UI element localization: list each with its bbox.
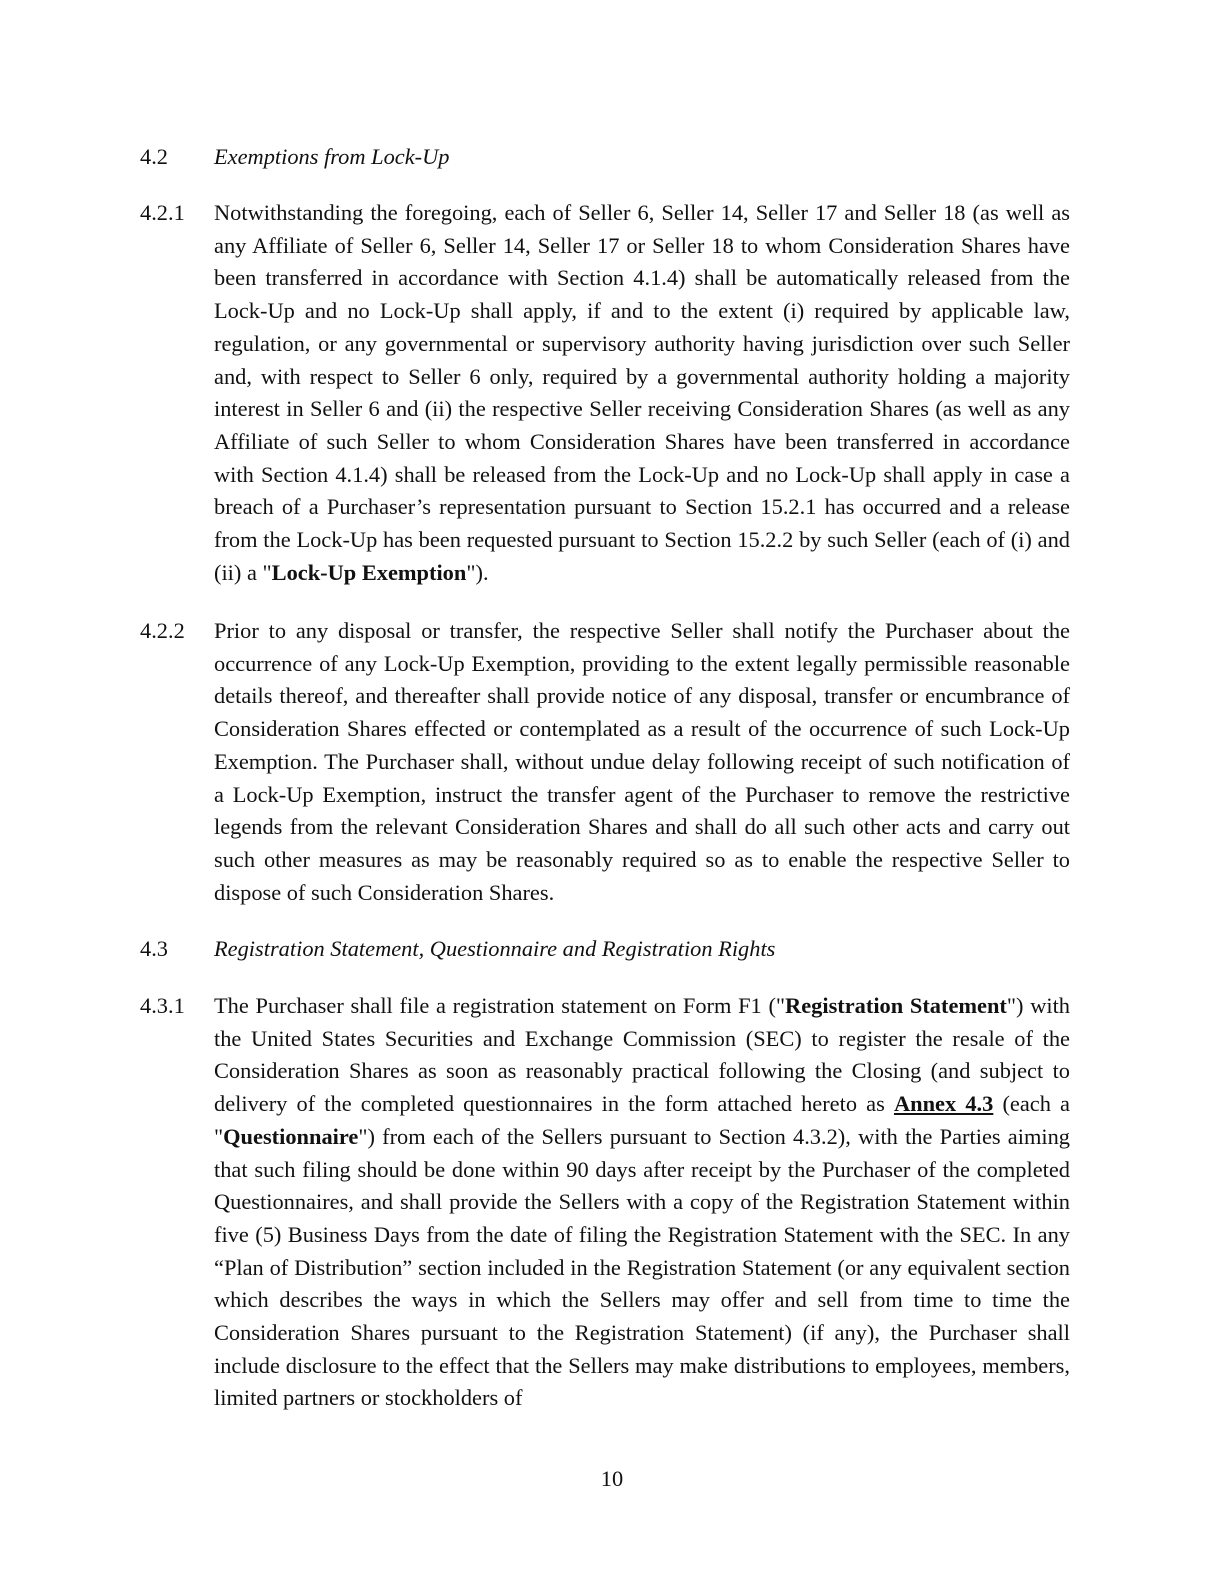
page-number: 10 [600, 1466, 624, 1491]
section-4-2-2 [140, 615, 1070, 909]
defined-term: Lock-Up Exemption [271, 559, 467, 585]
annex-reference: Annex 4.3 [893, 1091, 994, 1117]
section-text [214, 197, 1070, 589]
section-4-2-1 [140, 197, 1070, 589]
section-title: Exemptions from Lock-Up [214, 144, 450, 169]
defined-term: Questionnaire [223, 1123, 359, 1149]
section-number: 4.2 [140, 144, 168, 169]
text-run: Notwithstanding the foregoing, each of Seller 6, Seller 14, Seller 17 and Seller 18 (as well as any Affiliate of Seller 6, Seller 14, Seller 17 or Seller 18 to whom Consideration Shares have been transferred in accordance with Section 4.1.4) shall be automatically released from the Lock-Up and no Lock-Up shall apply, if and to the extent (i) required by applicable law, regulation, or any governmental or supervisory authority having jurisdiction over such Seller and, with respect to Seller 6 only, required by a governmental authority holding a majority interest in Seller 6 and (ii) the respective Seller receiving Consideration Shares (as well as any Affiliate of such Seller to whom Consideration Shares have been transferred in accordance with Section 4.1.4) shall be released from the Lock-Up and no Lock-Up shall apply in case a breach of a Purchaser’s representation pursuant to Section 15.2.1 has occurred and a release from the Lock-Up has been requested pursuant to Section 15.2.2 by such Seller (each of (i) and (ii) a " [214, 200, 1070, 585]
text-run: The Purchaser shall file a registration statement on Form F1 (" [214, 993, 786, 1018]
text-run: ") with the United States Securities and Exchange Commission (SEC) to register the resale of the Consideration Shares as soon as reasonably practical following the Closing (and subject to delivery of the completed questionnaires in the form attached hereto as [214, 993, 1071, 1117]
text-run: (each a " [214, 1091, 1070, 1149]
text-run: ") from each of the Sellers pursuant to Section 4.3.2), with the Parties aiming that such filing should be done within 90 days after receipt by the Purchaser of the completed Questionnaires, and shall provide the Sellers with a copy of the Registration Statement within five (5) Business Days from the date of filing the Registration Statement with the SEC. In any “Plan of Distribution” section included in the Registration Statement (or any equivalent section which describes the ways in which the Sellers may offer and sell from time to time the Consideration Shares pursuant to the Registration Statement) (if any), the Purchaser shall include disclosure to the effect that the Sellers may make distributions to employees, members, limited partners or stockholders of [214, 1123, 1070, 1411]
section-number: 4.3.1 [140, 993, 185, 1018]
defined-term: Registration Statement [785, 993, 1007, 1018]
section-number: 4.2.2 [140, 618, 185, 643]
text-run: "). [466, 559, 489, 585]
section-text: Prior to any disposal or transfer, the respective Seller shall notify the Purchaser about the occurrence of any Lock-Up Exemption, providing to the extent legally permissible reasonable details thereof, and thereafter shall provide notice of any disposal, transfer or encumbrance of Consideration Shares effected or contemplated as a result of the occurrence of such Lock-Up Exemption. The Purchaser shall, without undue delay following receipt of such notification of a Lock-Up Exemption, instruct the transfer agent of the Purchaser to remove the restrictive legends from the relevant Consideration Shares and shall do all such other acts and carry out such other measures as may be reasonably required so as to enable the respective Seller to dispose of such Consideration Shares. [214, 618, 1070, 905]
section-4-2-heading [140, 141, 1070, 174]
section-4-3-1 [140, 990, 1070, 1415]
section-number: 4.3 [140, 936, 168, 961]
section-text [214, 990, 1070, 1415]
section-title: Registration Statement, Questionnaire and Registration Rights [214, 936, 776, 961]
section-4-3-heading [140, 933, 1070, 966]
section-number: 4.2.1 [140, 200, 185, 225]
